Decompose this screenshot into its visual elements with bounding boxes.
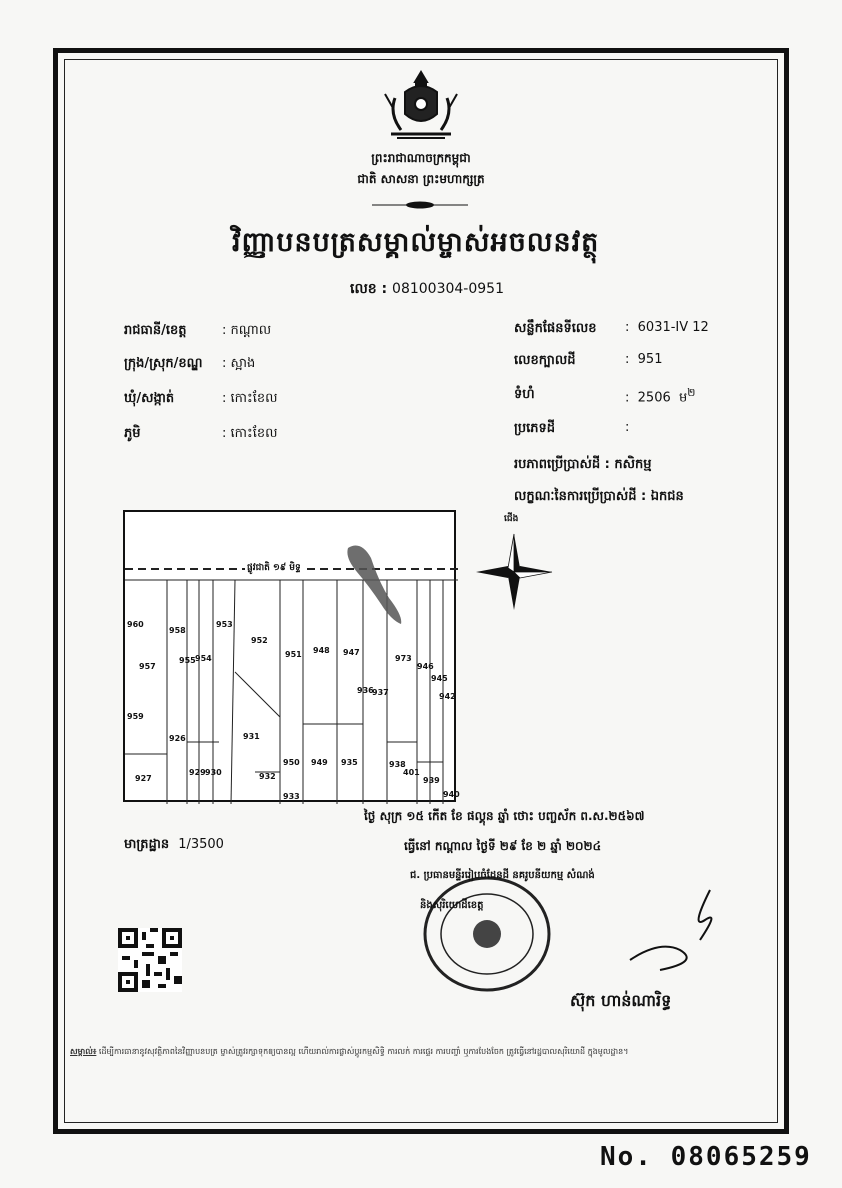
field-commune-label: ឃុំ/សង្កាត់: [124, 391, 175, 406]
plot-label: 950: [283, 758, 300, 767]
plot-label: 945: [431, 674, 448, 683]
official-title-line1: ជ. ប្រធានមន្ទីររៀបចំដែនដី នគរូបនីយកម្ម សំណង់: [410, 870, 595, 881]
field-usetype-label: លក្ខណៈនៃការប្រើប្រាស់ដី : ឯកជន: [514, 489, 684, 504]
field-landtype-value: :: [625, 420, 630, 435]
plot-label: 933: [283, 792, 300, 801]
motto-line-1: ព្រះរាជាណាចក្រកម្ពុជា: [371, 151, 471, 165]
lunar-date: ថ្ងៃ សុក្រ ១៥ កើត ខែ ផល្គុន ឆ្នាំ ថោះ បញ្ចស័ក ព.ស.២៥៦៧: [364, 809, 645, 823]
field-landtype-label: ប្រភេទដី: [514, 421, 556, 436]
field-mapsheet-value: : 6031-IV 12: [625, 320, 709, 335]
field-village-label: ភូមិ: [124, 426, 141, 441]
serial-value: 08100304-0951: [392, 281, 504, 297]
plot-label: 953: [216, 620, 233, 629]
field-landuse-label: របភាពប្រើប្រាស់ដី : កសិកម្ម: [514, 457, 652, 472]
north-label: ជើង: [504, 514, 519, 524]
plot-label: 949: [311, 758, 328, 767]
note-text: ដើម្បីការធានានូវសុវត្ថិភាពនៃវិញ្ញាបនបត្រ ម្ចាស់ត្រូវរក្សាទុកឲ្យបានល្អ ហើយរាល់ការផ្លាស់ប្តូរកម្មសិទ្ធិ ការលក់ ការផ្ទេរ ការបញ្ចាំ ឬការបែងចែក ត្រូវធ្វើនៅរដ្ឋបាលសុរិយោដី ក្នុងមូលដ្ឋាន។: [98, 1047, 629, 1056]
issue-date: ធ្វើនៅ កណ្តាល ថ្ងៃទី ២៩ ខែ ២ ឆ្នាំ ២០២៤: [404, 839, 602, 853]
plot-label: 401: [403, 768, 420, 777]
road-label: ផ្លូវជាតិ ១៩ មិទ្ទ: [247, 563, 301, 573]
field-mapsheet-label: សន្លឹកផែនទីលេខ: [514, 321, 597, 336]
field-district-label: ក្រុង/ស្រុក/ខណ្ឌ: [124, 356, 203, 371]
plot-label: 930: [205, 768, 222, 777]
certificate-title: វិញ្ញាបនបត្រសម្គាល់ម្ចាស់អចលនវត្ថុ: [232, 227, 600, 258]
field-province-value: : កណ្តាល: [222, 323, 272, 338]
plot-label: 957: [139, 662, 156, 671]
plot-label: 938: [389, 760, 406, 769]
serial-number: លេខ : 08100304-0951: [350, 281, 504, 297]
plot-label: 939: [423, 776, 440, 785]
plot-label: 955: [179, 656, 196, 665]
field-village-value: : កោះខែល: [222, 426, 278, 441]
note-label: សម្គាល់៖: [70, 1047, 97, 1056]
plot-label: 935: [341, 758, 358, 767]
plot-label: 951: [285, 650, 302, 659]
plot-label: 960: [127, 620, 144, 629]
field-province-label: រាជធានី/ខេត្ត: [124, 323, 187, 338]
plot-label: 973: [395, 654, 412, 663]
plot-label: 926: [169, 734, 186, 743]
handwritten-signature: [620, 870, 740, 980]
plot-label: 946: [417, 662, 434, 671]
plot-label: 929: [189, 768, 206, 777]
footer-note: [70, 1045, 775, 1059]
royal-arms-emblem: [383, 68, 459, 142]
field-area-label: ទំហំ: [514, 387, 535, 402]
signer-name: ស៊ុក ហាន់ណារិទ្ធ: [570, 991, 672, 1010]
motto-line-2: ជាតិ សាសនា ព្រះមហាក្សត្រ: [357, 172, 485, 186]
plot-label: 942: [439, 692, 456, 701]
plot-label: 936: [357, 686, 374, 695]
qr-code: [118, 928, 182, 992]
plot-label: 954: [195, 654, 212, 663]
plot-label: 940: [443, 790, 460, 799]
document-number: No. 08065259: [600, 1142, 812, 1172]
scale-label: មាត្រដ្ឋាន 1/3500: [124, 837, 224, 852]
plot-label: 947: [343, 648, 360, 657]
field-district-value: : ស្អាង: [222, 356, 256, 371]
cadastral-map: [123, 510, 460, 802]
plot-label: 952: [251, 636, 268, 645]
official-title-line2: និងសុរិយោដីខេត្ត: [420, 900, 484, 911]
serial-label: លេខ: [350, 281, 377, 297]
field-parcel-label: លេខក្បាលដី: [514, 353, 576, 368]
plot-label: 958: [169, 626, 186, 635]
plot-label: 927: [135, 774, 152, 783]
field-area-value: : 2506 ម$^២$: [625, 386, 696, 406]
plot-label: 932: [259, 772, 276, 781]
plot-label: 931: [243, 732, 260, 741]
plot-label: 948: [313, 646, 330, 655]
plot-label: 937: [372, 688, 389, 697]
field-commune-value: : កោះខែល: [222, 391, 278, 406]
field-parcel-value: : 951: [625, 352, 663, 367]
ornament-divider: [372, 199, 468, 211]
compass-rose-icon: [474, 530, 554, 614]
plot-label: 959: [127, 712, 144, 721]
official-seal-stamp: [412, 872, 582, 994]
